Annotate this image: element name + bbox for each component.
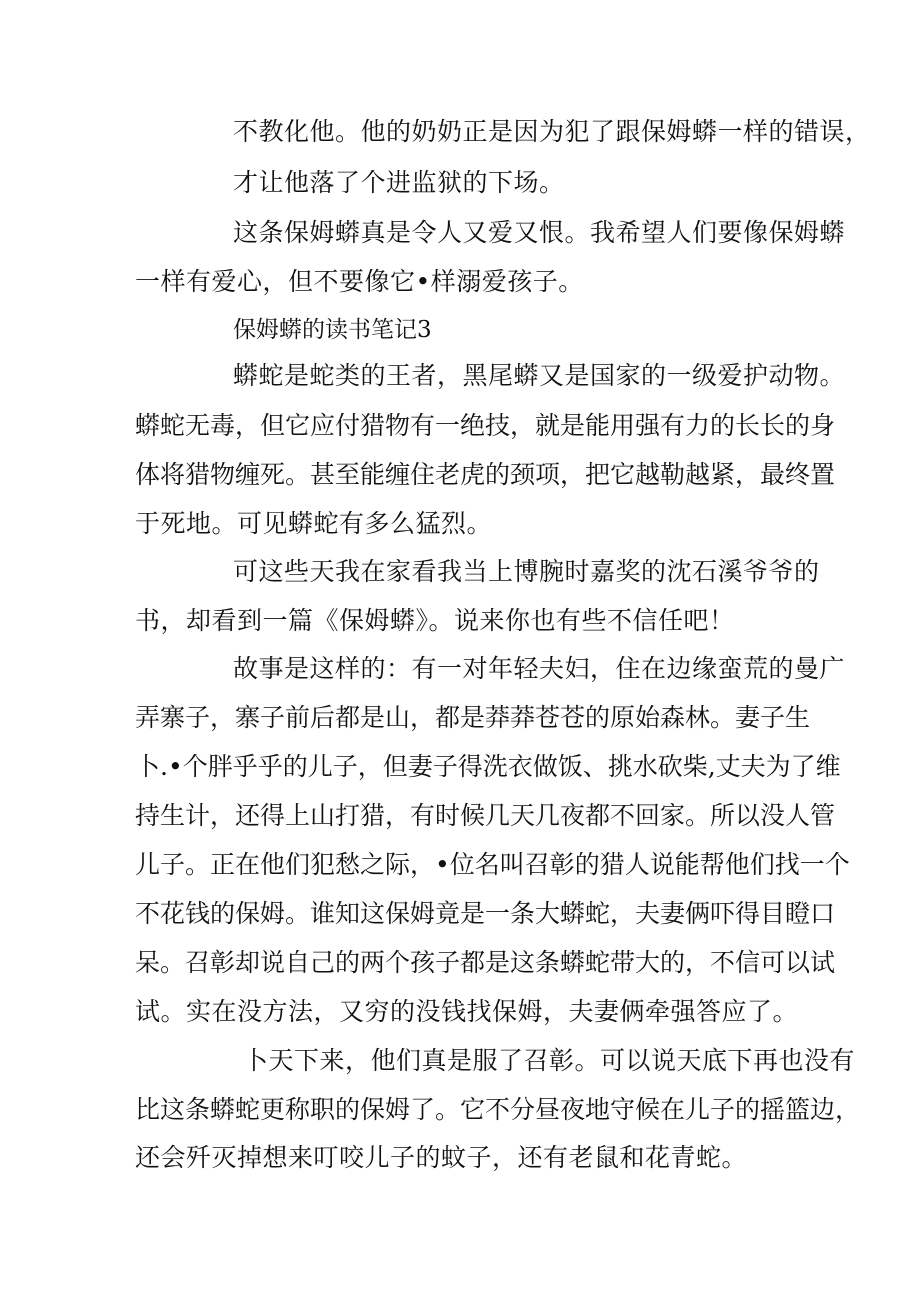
text-line: 故事是这样的：有一对年轻夫妇，住在边缘蛮荒的曼广: [233, 654, 846, 683]
text-line: 弄寨子，寨子前后都是山，都是莽莽苍苍的原始森林。妻子生: [135, 703, 811, 732]
text-line: 还会歼灭掉想来叮咬儿子的蚊子，还有老鼠和花青蛇。: [135, 1143, 748, 1172]
text-line: 体将猎物缠死。甚至能缠住老虎的颈项，把它越勒越紧，最终置: [135, 460, 836, 489]
text-line: 不花钱的保姆。谁知这保姆竟是一条大蟒蛇，夫妻俩吓得目瞪口: [135, 899, 836, 928]
text-line: 呆。召彰却说自己的两个孩子都是这条蟒蛇带大的，不信可以试: [135, 948, 836, 977]
text-line: 才让他落了个进监狱的下场。: [233, 168, 565, 197]
text-line: 蟒蛇无毒，但它应付猎物有一绝技，就是能用强有力的长长的身: [135, 411, 836, 440]
text-line: 书，却看到一篇《保姆蟒》。说来你也有些不信任吧！: [135, 606, 735, 635]
text-line: 于死地。可见蟒蛇有多么猛烈。: [135, 509, 493, 538]
text-line: 儿子。正在他们犯愁之际，•位名叫召彰的猎人说能帮他们找一个: [135, 850, 850, 879]
text-line: 可这些天我在家看我当上博腕时嘉奖的沈石溪爷爷的: [233, 557, 820, 586]
text-line: 试。实在没方法，又穷的没钱找保姆，夫妻俩牵强答应了。: [135, 997, 799, 1026]
text-line: 比这条蟒蛇更称职的保姆了。它不分昼夜地守候在儿子的摇篮边，: [135, 1095, 861, 1124]
text-line: 持生计，还得上山打猎，有时候几天几夜都不回家。所以没人管: [135, 801, 836, 830]
section-heading: 保姆蟒的读书笔记3: [233, 317, 432, 343]
text-line: 这条保姆蟒真是令人又爱又恨。我希望人们要像保姆蟒: [233, 218, 846, 247]
text-line: 卜.•个胖乎乎的儿子，但妻子得洗衣做饭、挑水砍柴,丈夫为了维: [135, 752, 841, 781]
text-line: 蟒蛇是蛇类的王者，黑尾蟒又是国家的一级爱护动物。: [233, 361, 846, 390]
text-line: 卜天下来，他们真是服了召彰。可以说天底下再也没有: [243, 1046, 856, 1075]
text-line: 一样有爱心，但不要像它•样溺爱孩子。: [135, 267, 584, 296]
text-line: 不教化他。他的奶奶正是因为犯了跟保姆蟒一样的错误，: [233, 117, 871, 146]
